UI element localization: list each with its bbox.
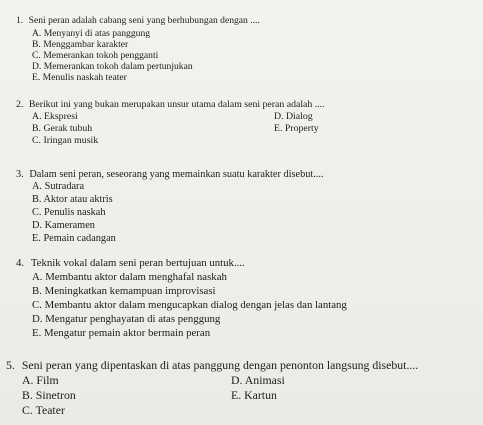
option-d: D. Animasi bbox=[231, 373, 285, 387]
option-b: B. Meningkatkan kemampuan improvisasi bbox=[32, 285, 216, 297]
option-e: E. Menulis naskah teater bbox=[32, 72, 127, 83]
option-a: A. Ekspresi bbox=[32, 111, 78, 122]
question-stem bbox=[16, 170, 324, 180]
option-b: B. Menggambar karakter bbox=[32, 39, 129, 50]
question-number: 1. bbox=[16, 15, 24, 26]
option-c: C. Iringan musik bbox=[32, 135, 99, 146]
option-e: E. Pemain cadangan bbox=[32, 233, 116, 244]
question-stem bbox=[6, 360, 418, 372]
option-d: D. Kameramen bbox=[32, 220, 95, 231]
question-text: Teknik vokal dalam seni peran bertujuan untuk.... bbox=[30, 257, 245, 269]
question-text: Dalam seni peran, seseorang yang memainkan suatu karakter disebut.... bbox=[29, 169, 324, 180]
question-number: 3. bbox=[16, 169, 24, 180]
question-stem bbox=[16, 16, 260, 26]
option-d: D. Memerankan tokoh dalam pertunjukan bbox=[32, 61, 193, 72]
question-number: 5. bbox=[6, 358, 15, 372]
question-text: Berikut ini yang bukan merupakan unsur utama dalam seni peran adalah .... bbox=[28, 99, 325, 110]
option-a: A. Membantu aktor dalam menghafal naskah bbox=[32, 271, 227, 283]
option-e: E. Property bbox=[274, 123, 319, 134]
option-d: D. Mengatur penghayatan di atas penggung bbox=[32, 313, 221, 325]
question-number: 4. bbox=[16, 257, 25, 269]
option-a: A. Film bbox=[22, 373, 59, 387]
option-b: B. Aktor atau aktris bbox=[32, 194, 113, 205]
question-stem bbox=[16, 258, 245, 269]
option-a: A. Menyanyi di atas panggung bbox=[32, 28, 151, 39]
option-b: B. Gerak tubuh bbox=[32, 123, 93, 134]
option-c: C. Memerankan tokoh pengganti bbox=[32, 50, 159, 61]
option-c: C. Penulis naskah bbox=[32, 207, 106, 218]
option-c: C. Teater bbox=[22, 403, 65, 417]
question-text: Seni peran yang dipentaskan di atas panggung dengan penonton langsung disebut.... bbox=[21, 358, 419, 372]
option-e: E. Mengatur pemain aktor bermain peran bbox=[32, 327, 211, 339]
option-b: B. Sinetron bbox=[22, 388, 76, 402]
option-d: D. Dialog bbox=[274, 111, 313, 122]
question-text: Seni peran adalah cabang seni yang berhubungan dengan .... bbox=[28, 15, 260, 26]
option-c: C. Membantu aktor dalam mengucapkan dialog dengan jelas dan lantang bbox=[32, 299, 347, 311]
option-e: E. Kartun bbox=[231, 388, 277, 402]
question-stem bbox=[16, 100, 325, 110]
option-a: A. Sutradara bbox=[32, 181, 85, 192]
question-number: 2. bbox=[16, 99, 24, 110]
